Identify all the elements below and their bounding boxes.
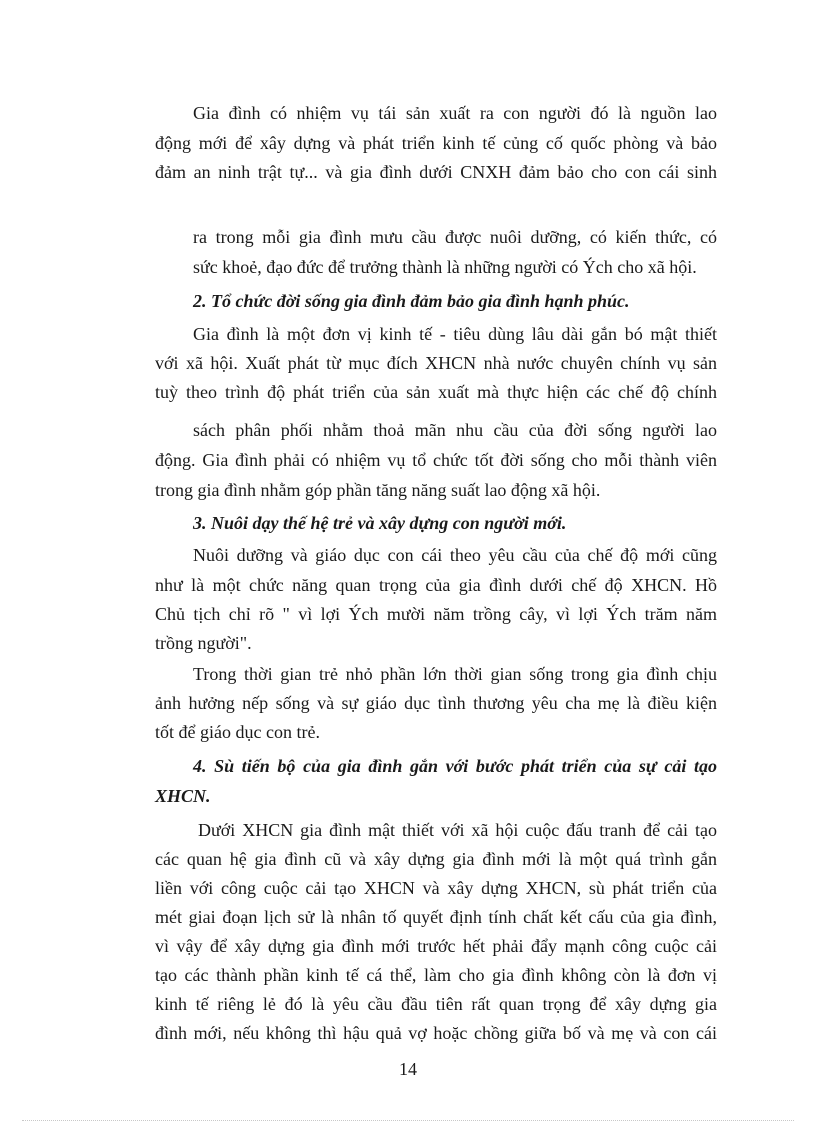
- text-line: động mới để xây dựng và phát triển kinh tế củng cố quốc phòng và bảo: [155, 133, 717, 153]
- text-line: Nuôi dưỡng và giáo dục con cái theo yêu cầu của chế độ mới cũng: [193, 545, 717, 565]
- text-line: vì vậy để xây dựng gia đình mới trước hết phải đẩy mạnh công cuộc cải: [155, 936, 717, 956]
- text-line: mét giai đoạn lịch sử là nhân tố quyết định tính chất kết cấu của gia đình,: [155, 907, 717, 927]
- text-line: sách phân phối nhằm thoả mãn nhu cầu của đời sống người lao: [193, 420, 717, 440]
- section-heading: 2. Tổ chức đời sống gia đình đảm bảo gia đình hạnh phúc.: [193, 291, 630, 311]
- text-line: ảnh hưởng nếp sống và sự giáo dục tình thương yêu cha mẹ là điều kiện: [155, 693, 717, 713]
- text-line: tuỳ theo trình độ phát triển của sản xuất mà thực hiện các chế độ chính: [155, 382, 717, 402]
- text-line: trong gia đình nhằm góp phần tăng năng suất lao động xã hội.: [155, 480, 601, 500]
- text-line: Trong thời gian trẻ nhỏ phần lớn thời gian sống trong gia đình chịu: [193, 664, 717, 684]
- text-line: sức khoẻ, đạo đức để trưởng thành là những người có Ých cho xã hội.: [193, 257, 697, 277]
- text-line: đảm an ninh trật tự... và gia đình dưới CNXH đảm bảo cho con cái sinh: [155, 162, 717, 182]
- text-line: Chủ tịch chỉ rõ " vì lợi Ých mười năm trồng cây, vì lợi Ých trăm năm: [155, 604, 717, 624]
- text-line: các quan hệ gia đình cũ và xây dựng gia đình mới là một quá trình gắn: [155, 849, 717, 869]
- text-line: Dưới XHCN gia đình mật thiết với xã hội cuộc đấu tranh để cải tạo: [198, 820, 717, 840]
- page-bottom-divider: [22, 1120, 794, 1121]
- section-heading: 3. Nuôi dạy thế hệ trẻ và xây dựng con người mới.: [193, 513, 567, 533]
- text-line: Gia đình là một đơn vị kinh tế - tiêu dùng lâu dài gắn bó mật thiết: [193, 324, 717, 344]
- text-line: với xã hội. Xuất phát từ mục đích XHCN nhà nước chuyên chính vụ sản: [155, 353, 717, 373]
- text-line: đình mới, nếu không thì hậu quả vợ hoặc chồng giữa bố và mẹ và con cái: [155, 1023, 717, 1043]
- text-line: kinh tế riêng lẻ đó là yêu cầu đầu tiên rất quan trọng để xây dựng gia: [155, 994, 717, 1014]
- text-line: liền với công cuộc cải tạo XHCN và xây dựng XHCN, sù phát triển của: [155, 878, 717, 898]
- section-heading: 4. Sù tiến bộ của gia đình gắn với bước phát triển của sự cải tạo: [193, 756, 717, 776]
- text-line: ra trong mỗi gia đình mưu cầu được nuôi dưỡng, có kiến thức, có: [193, 227, 717, 247]
- text-line: tốt để giáo dục con trẻ.: [155, 722, 320, 742]
- text-line: Gia đình có nhiệm vụ tái sản xuất ra con người đó là nguồn lao: [193, 103, 717, 123]
- text-line: như là một chức năng quan trọng của gia đình dưới chế độ XHCN. Hồ: [155, 575, 717, 595]
- text-line: tạo các thành phần kinh tế cá thể, làm cho gia đình không còn là đơn vị: [155, 965, 717, 985]
- section-heading: XHCN.: [155, 786, 211, 806]
- page-number: 14: [399, 1059, 417, 1079]
- text-line: trồng người".: [155, 633, 252, 653]
- text-line: động. Gia đình phải có nhiệm vụ tổ chức tốt đời sống cho mỗi thành viên: [155, 450, 717, 470]
